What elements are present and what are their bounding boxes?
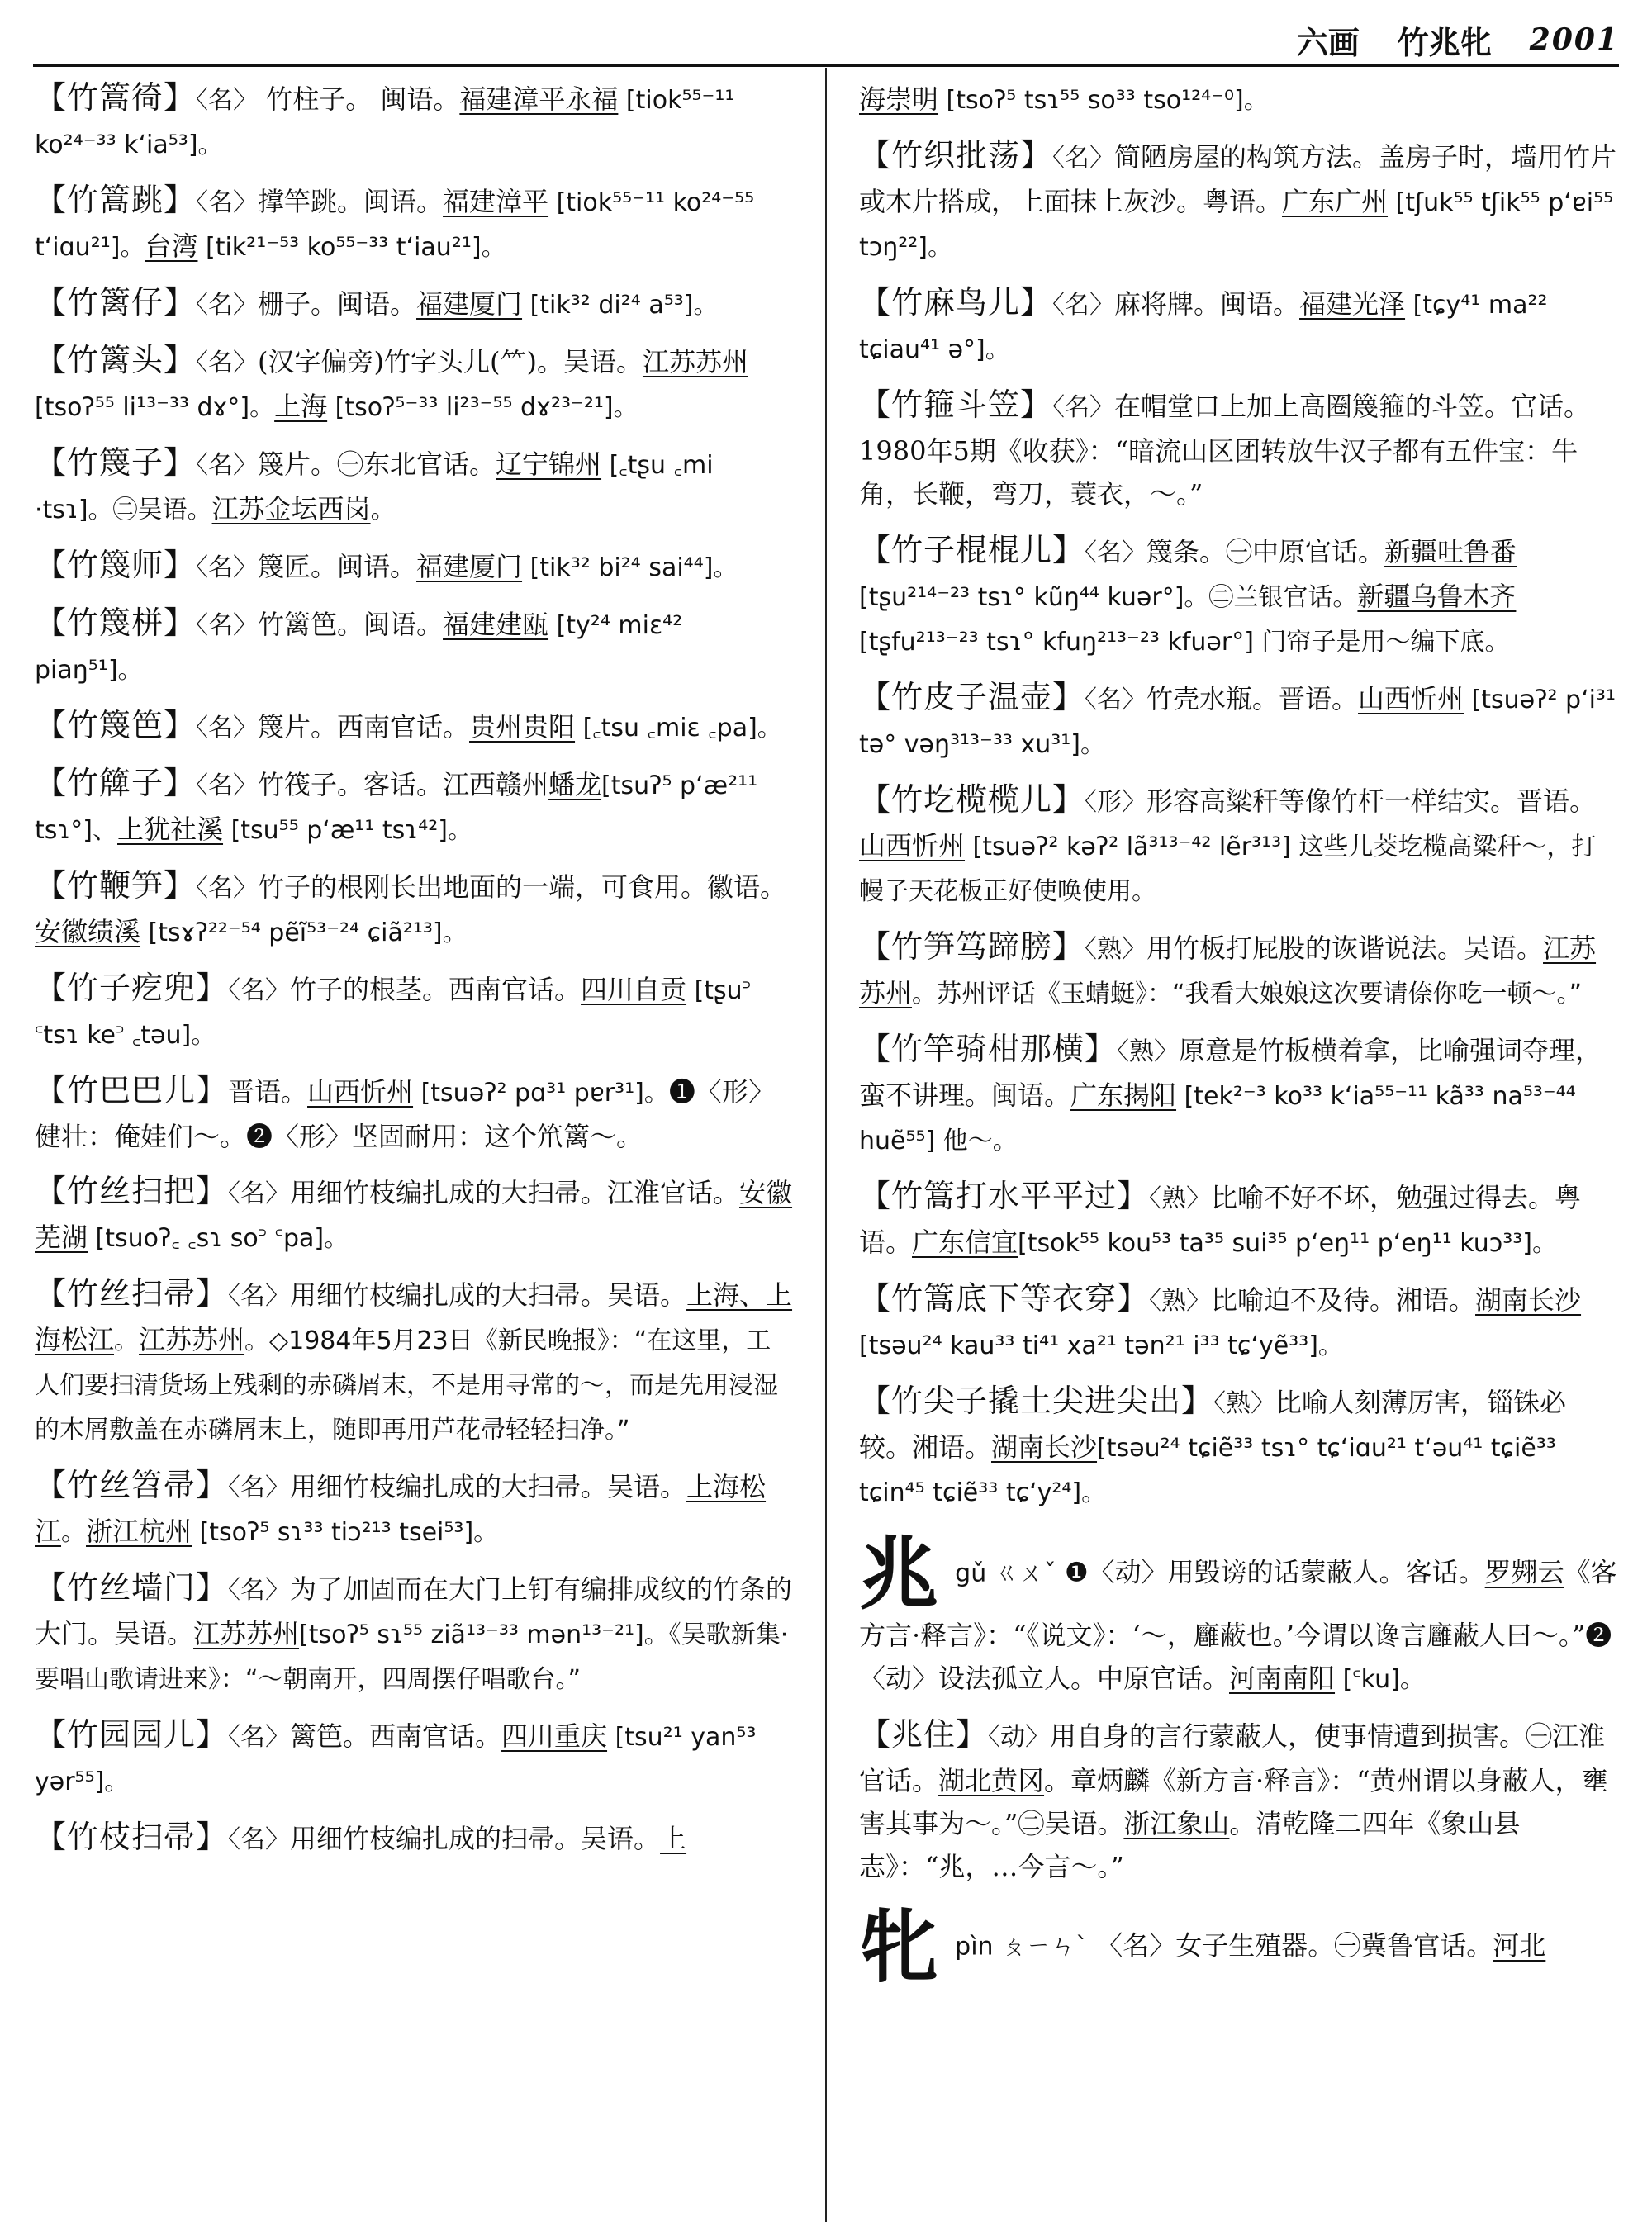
phonetic: [tiok⁵⁵⁻¹¹ ko²⁴⁻⁵⁵ t‘iɑu²¹]。 bbox=[35, 188, 755, 262]
left-column bbox=[35, 76, 795, 1873]
source-place: 广东揭阳 bbox=[1070, 1079, 1177, 1111]
headword: 【竹篙跳】 bbox=[35, 182, 197, 218]
headchar: 兆 bbox=[859, 1527, 938, 1620]
part-of-speech: 〈熟〉 bbox=[1085, 935, 1147, 964]
source-place: 海崇明 bbox=[859, 83, 939, 115]
headchar: 牝 bbox=[859, 1900, 938, 1994]
source-place: 河南南阳 bbox=[1229, 1663, 1336, 1694]
source-place: 湖南长沙 bbox=[1475, 1284, 1582, 1316]
definition: 〈名〉女子生殖器。㊀冀鲁官话。 bbox=[1096, 1929, 1493, 1962]
headword: 【竹篙打水平平过】 bbox=[859, 1178, 1150, 1214]
definition: 形容高粱秆等像竹杆一样结实。晋语。 bbox=[1146, 785, 1597, 817]
source-place: 台湾 bbox=[145, 230, 198, 262]
source-place: 上 bbox=[660, 1823, 687, 1854]
definition-rest: 。清乾隆二四年《象山县志》：“兆，…今言～。” bbox=[859, 1808, 1521, 1882]
phonetic: [tik³² bi²⁴ sai⁴⁴]。 bbox=[522, 553, 738, 582]
definition: 竹篱笆。闽语。 bbox=[258, 609, 444, 640]
phonetic: [tsuəʔ² p‘i³¹ tə° vəŋ³¹³⁻³³ xu³¹]。 bbox=[859, 686, 1616, 759]
definition: 麻将牌。闽语。 bbox=[1114, 288, 1300, 320]
definition: 篾匠。闽语。 bbox=[258, 551, 417, 582]
part-of-speech: 〈熟〉 bbox=[1213, 1389, 1276, 1418]
source-place: 福建厦门 bbox=[416, 288, 523, 320]
source-place: 辽宁锦州 bbox=[496, 448, 602, 480]
phonetic: [tsəu²⁴ tɕiẽ³³ tsɿ° tɕ‘iɑu²¹ t‘əu⁴¹ tɕiẽ³³ tɕin⁴⁵ tɕiẽ³³ tɕ‘y²⁴]。 bbox=[859, 1434, 1556, 1507]
definition: 用细竹枝编扎成的大扫帚。江淮官话。 bbox=[290, 1177, 740, 1208]
phonetic: [tsuəʔ² kəʔ² lã³¹³⁻⁴² lẽr³¹³] 这些儿茭圪榄高粱秆～，打幔子天花板正好使唤使用。 bbox=[859, 833, 1597, 906]
source-place: 福建厦门 bbox=[416, 551, 523, 582]
part-of-speech: 〈名〉 bbox=[196, 188, 259, 217]
definition: (汉字偏旁)竹字头儿(⺮)。吴语。 bbox=[258, 346, 643, 377]
pinyin: gǔ ㄍㄨˇ bbox=[955, 1559, 1056, 1588]
dictionary-entry bbox=[35, 1713, 795, 1804]
source-place: 安徽绩溪 bbox=[35, 916, 141, 947]
phonetic: [tʂu²¹⁴⁻²³ tsɿ° kũŋ⁴⁴ kuər°]。㊁兰银官话。 bbox=[859, 583, 1358, 612]
part-of-speech: 〈名〉 bbox=[196, 611, 259, 640]
part-of-speech: 〈名〉 bbox=[196, 291, 259, 320]
phonetic: [꜀tʂu ꜀mi ·tsɿ]。㊁吴语。 bbox=[35, 451, 714, 524]
part-of-speech: 〈名〉 bbox=[1085, 686, 1147, 714]
source-place: 江苏金坛西岗 bbox=[211, 493, 371, 524]
definition: 篾片。㊀东北官话。 bbox=[258, 448, 496, 480]
definition: 在帽堂口上加上高圈篾箍的斗笠。官话。1980年5期《收获》：“暗流山区团转放牛汉子都有五件宝：牛角，长鞭，弯刀，蓑衣，～。” bbox=[859, 391, 1591, 510]
definition: 竹柱子。 闽语。 bbox=[258, 83, 460, 115]
definition: 简陋房屋的构筑方法。盖房子时，墙用竹片或木片搭成，上面抹上灰沙。粤语。 bbox=[859, 141, 1617, 217]
dictionary-entry bbox=[35, 178, 795, 269]
definition: 竹壳水瓶。晋语。 bbox=[1146, 683, 1359, 714]
definition: ❶〈动〉用毁谤的话蒙蔽人。客话。 bbox=[1064, 1556, 1485, 1588]
definition-rest: 。章炳麟《新方言·释言》：“黄州谓以身蔽人，壅害其事为～。”㊁吴语。 bbox=[859, 1765, 1608, 1839]
phonetic: [tiok⁵⁵⁻¹¹ ko²⁴⁻³³ k‘ia⁵³]。 bbox=[35, 86, 735, 159]
phonetic: [tʂu꜄ ꜂tsɿ ke꜄ ꜀təu]。 bbox=[35, 976, 752, 1050]
definition: 比喻迫不及待。湘语。 bbox=[1211, 1284, 1476, 1316]
phonetic: [tsu²¹ yan⁵³ yər⁵⁵]。 bbox=[35, 1723, 757, 1796]
definition: 用细竹枝编扎成的大扫帚。吴语。 bbox=[290, 1279, 687, 1311]
definition: 栅子。闽语。 bbox=[258, 288, 417, 320]
phonetic: [tɕy⁴¹ ma²² tɕiau⁴¹ ə°]。 bbox=[859, 291, 1548, 364]
dictionary-entry bbox=[859, 1379, 1619, 1515]
headword: 【竹篙徛】 bbox=[35, 79, 197, 116]
part-of-speech: 〈名〉 bbox=[196, 874, 259, 903]
phonetic: [tsuəʔ² pɑ³¹ pɐr³¹]。 bbox=[413, 1079, 669, 1108]
part-of-speech: 〈名〉 bbox=[228, 1825, 291, 1854]
source-place: 湖北黄冈 bbox=[938, 1765, 1045, 1796]
source-place: 河北 bbox=[1493, 1929, 1546, 1962]
dictionary-entry bbox=[859, 383, 1619, 517]
source-place: 罗翙云 bbox=[1484, 1556, 1564, 1588]
part-of-speech: 〈名〉 bbox=[196, 553, 259, 582]
dictionary-entry bbox=[859, 1277, 1619, 1368]
phonetic: [tsu⁵⁵ p‘æ¹¹ tsɿ⁴²]。 bbox=[223, 816, 472, 845]
definition-rest: 《客方言·释言》：“《说文》：‘～，廱蔽也。’今谓以谗言廱蔽人曰～。”❷〈动〉设法孤立人。中原官话。 bbox=[859, 1556, 1617, 1694]
phonetic: [꜀tsu ꜀miɛ ꜀pa]。 bbox=[575, 714, 782, 743]
definition: 竹子的根刚长出地面的一端，可食用。徽语。 bbox=[258, 871, 787, 903]
part-of-speech: 〈名〉 bbox=[1052, 393, 1115, 422]
definition: 比喻人刻薄厉害，锱铢必较。湘语。 bbox=[859, 1387, 1567, 1463]
part-of-speech: 〈名〉 bbox=[196, 451, 259, 480]
column-divider bbox=[825, 68, 827, 2222]
source-place: 福建建瓯 bbox=[443, 609, 549, 640]
dictionary-entry bbox=[35, 966, 795, 1057]
page-chars: 竹兆牝 bbox=[1397, 23, 1492, 61]
definition: 竹筏子。客话。江西赣州 bbox=[258, 769, 549, 800]
headword: 【竹丝扫帚】 bbox=[35, 1275, 229, 1312]
phonetic: 。 bbox=[61, 1518, 87, 1547]
headword: 【竹子疙兜】 bbox=[35, 970, 229, 1006]
part-of-speech: 〈名〉 bbox=[196, 86, 259, 115]
headword: 【竹子棍棍儿】 bbox=[859, 532, 1085, 568]
definition-extra: ❶〈形〉健壮：俺娃们～。❷〈形〉坚固耐用：这个笊篱～。 bbox=[35, 1076, 775, 1152]
source-place: 山西忻州 bbox=[1358, 683, 1464, 714]
source-place: 安徽芜湖 bbox=[35, 1177, 793, 1253]
part-of-speech: 〈熟〉 bbox=[1149, 1287, 1212, 1316]
source-place: 福建漳平 bbox=[443, 186, 549, 217]
part-of-speech: 〈名〉 bbox=[228, 1473, 291, 1502]
part-of-speech: 〈熟〉 bbox=[1149, 1184, 1212, 1213]
source-place: 福建光泽 bbox=[1299, 288, 1406, 320]
source-place: 江苏苏州 bbox=[859, 932, 1597, 1008]
source-place: 浙江杭州 bbox=[86, 1516, 192, 1547]
dictionary-entry bbox=[35, 1272, 795, 1452]
part-of-speech: 〈名〉 bbox=[196, 771, 259, 800]
phonetic: [tsoʔ⁵ tsɿ⁵⁵ so³³ tso¹²⁴⁻⁰]。 bbox=[938, 86, 1269, 115]
source-place: 山西忻州 bbox=[307, 1076, 414, 1108]
source-place: 江苏苏州 bbox=[193, 1618, 300, 1649]
headword: 【竹篙底下等衣穿】 bbox=[859, 1280, 1150, 1317]
part-of-speech: 〈名〉 bbox=[228, 976, 291, 1005]
source-place: 福建漳平永福 bbox=[459, 83, 619, 115]
headword: 【竹皮子温壶】 bbox=[859, 679, 1085, 715]
phonetic: [tik³² di²⁴ a⁵³]。 bbox=[522, 291, 719, 320]
dictionary-entry bbox=[859, 76, 1619, 122]
definition: 撑竿跳。闽语。 bbox=[258, 186, 444, 217]
source-place: 新疆乌鲁木齐 bbox=[1357, 581, 1517, 612]
entry-zhaozhu bbox=[859, 1713, 1619, 1888]
phonetic: 。 bbox=[370, 496, 396, 524]
dictionary-entry bbox=[35, 1566, 795, 1701]
dictionary-entry bbox=[35, 1464, 795, 1554]
phonetic: 。苏州评话《玉蜻蜓》：“我看大娘娘这次要请倷你吃一顿～。” bbox=[912, 980, 1583, 1008]
headword: 【竹圪榄榄儿】 bbox=[859, 781, 1085, 818]
phonetic: [tek²⁻³ ko³³ k‘ia⁵⁵⁻¹¹ kã³³ na⁵³⁻⁴⁴ huẽ⁵⁵] 他～。 bbox=[859, 1082, 1576, 1155]
source-place: 浙江象山 bbox=[1123, 1808, 1230, 1839]
part-of-speech: 〈名〉 bbox=[1052, 144, 1115, 173]
definition: 篾片。西南官话。 bbox=[258, 711, 470, 743]
dictionary-entry bbox=[859, 529, 1619, 664]
phonetic: [tsoʔ⁵ sɿ³³ tiɔ²¹³ tsei⁵³]。 bbox=[192, 1518, 499, 1547]
part-of-speech: 〈形〉 bbox=[1085, 788, 1147, 817]
definition: 晋语。 bbox=[228, 1076, 308, 1108]
right-column bbox=[859, 76, 1619, 1999]
phonetic: [tsɤʔ²²⁻⁵⁴ pẽĩ⁵³⁻²⁴ ɕiã²¹³]。 bbox=[140, 918, 468, 947]
phonetic: [ty²⁴ miɛ⁴² piaŋ⁵¹]。 bbox=[35, 611, 683, 685]
definition: 竹子的根茎。西南官话。 bbox=[290, 974, 582, 1005]
dictionary-entry bbox=[35, 1815, 795, 1862]
dictionary-entry bbox=[859, 1027, 1619, 1163]
phonetic: [tʂfu²¹³⁻²³ tsɿ° kfuŋ²¹³⁻²³ kfuər°] 门帘子是用～编下底。 bbox=[859, 628, 1510, 657]
headword: 【竹篾师】 bbox=[35, 547, 197, 583]
phonetic: [tik²¹⁻⁵³ ko⁵⁵⁻³³ t‘iau²¹]。 bbox=[197, 233, 506, 262]
source-place: 江苏苏州 bbox=[139, 1324, 245, 1355]
phonetic: [tsəu²⁴ kau³³ ti⁴¹ xa²¹ tən²¹ i³³ tɕ‘yẽ³³]。 bbox=[859, 1331, 1343, 1360]
dictionary-entry bbox=[35, 339, 795, 429]
headword: 【竹箍斗笠】 bbox=[859, 387, 1053, 423]
phonetic: [tsok⁵⁵ kou⁵³ ta³⁵ sui³⁵ p‘eŋ¹¹ p‘eŋ¹¹ kuɔ³³]。 bbox=[1018, 1229, 1557, 1258]
part-of-speech: 〈名〉 bbox=[228, 1179, 291, 1208]
part-of-speech: 〈名〉 bbox=[196, 714, 259, 743]
headword: 【竹园园儿】 bbox=[35, 1716, 229, 1753]
dictionary-entry bbox=[859, 925, 1619, 1016]
definition: 为了加固而在大门上钉有编排成纹的竹条的大门。吴语。 bbox=[35, 1573, 793, 1649]
source-place: 四川重庆 bbox=[501, 1720, 608, 1752]
pinyin: pìn ㄆㄧㄣˋ bbox=[955, 1932, 1089, 1962]
dictionary-entry bbox=[35, 864, 795, 955]
dictionary-entry bbox=[35, 1069, 795, 1158]
source-place: 贵州贵阳 bbox=[469, 711, 576, 743]
source-place: 蟠龙 bbox=[548, 769, 602, 800]
definition: 用自身的言行蒙蔽人，使事情遭到损害。㊀江淮官话。 bbox=[859, 1720, 1606, 1796]
headword: 【竹巴巴儿】 bbox=[35, 1072, 229, 1108]
dictionary-entry bbox=[859, 1174, 1619, 1265]
phonetic: 。◇1984年5月23日《新民晚报》：“在这里，工人们要扫清货场上残剩的赤磷屑末，不是用寻常的～，而是先用浸湿的木屑敷盖在赤磷屑末上，随即再用芦花帚轻轻扫净。” bbox=[35, 1326, 778, 1445]
dictionary-entry bbox=[859, 281, 1619, 372]
source-place: 山西忻州 bbox=[859, 830, 966, 861]
source-place: 广东信宜 bbox=[912, 1226, 1018, 1258]
dictionary-entry bbox=[859, 134, 1619, 269]
part-of-speech: 〈名〉 bbox=[196, 349, 259, 377]
dictionary-entry bbox=[859, 778, 1619, 913]
phonetic: [tsuoʔ꜀ ꜀sɿ so꜄ ꜂pa]。 bbox=[88, 1224, 349, 1253]
page-number: 2001 bbox=[1529, 22, 1619, 57]
headword: 【竹鞭笋】 bbox=[35, 867, 197, 904]
phonetic: [tsoʔ⁵ sɿ⁵⁵ ziã¹³⁻³³ mən¹³⁻²¹]。《吴歌新集·要唱山歌请进来》：“～朝南开，四周摆仔唱歌台。” bbox=[35, 1620, 789, 1694]
dictionary-entry bbox=[35, 543, 795, 590]
source-place: 上海、上海松江 bbox=[35, 1279, 793, 1355]
headword: 【竹麻鸟儿】 bbox=[859, 284, 1053, 320]
dictionary-entry bbox=[35, 1170, 795, 1260]
dictionary-entry bbox=[859, 676, 1619, 766]
dictionary-entry bbox=[35, 441, 795, 532]
source-place: 上海 bbox=[274, 391, 328, 422]
source-place: 上海松江 bbox=[35, 1471, 767, 1547]
source-place: 四川自贡 bbox=[581, 974, 687, 1005]
dictionary-entry bbox=[35, 762, 795, 852]
headword: 【竹篱头】 bbox=[35, 342, 197, 378]
definition: 原意是竹板横着拿，比喻强词夺理，蛮不讲理。闽语。 bbox=[859, 1035, 1602, 1111]
definition: 用竹板打屁股的诙谐说法。吴语。 bbox=[1146, 932, 1544, 964]
character-entry-zhao bbox=[859, 1527, 1619, 1701]
source-place: 上犹社溪 bbox=[117, 814, 224, 845]
section-label: 六画 bbox=[1296, 23, 1360, 61]
definition: 比喻不好不坏，勉强过得去。粤语。 bbox=[859, 1182, 1582, 1258]
phonetic: [tsuʔ⁵ p‘æ²¹¹ tsɿ°]、 bbox=[35, 771, 758, 845]
part-of-speech: 〈熟〉 bbox=[1117, 1037, 1180, 1066]
phonetic: [꜂ku]。 bbox=[1335, 1665, 1425, 1694]
part-of-speech: 〈名〉 bbox=[1052, 291, 1115, 320]
part-of-speech: 〈名〉 bbox=[228, 1282, 291, 1311]
headword: 【竹竿骑柑那横】 bbox=[859, 1031, 1118, 1067]
character-entry-pin bbox=[859, 1900, 1619, 1994]
header-rule bbox=[33, 64, 1619, 67]
source-place: 广东广州 bbox=[1282, 186, 1389, 217]
phonetic: [tsoʔ⁵⁻³³ li²³⁻⁵⁵ dɤ²³⁻²¹]。 bbox=[327, 393, 638, 422]
headword: 【竹尖子撬土尖进尖出】 bbox=[859, 1383, 1214, 1419]
headword: 【竹笋笃蹄膀】 bbox=[859, 928, 1085, 965]
part-of-speech: 〈动〉 bbox=[988, 1723, 1051, 1752]
phonetic: 。 bbox=[114, 1326, 140, 1355]
dictionary-entry bbox=[35, 76, 795, 167]
page-header bbox=[826, 15, 1619, 64]
headword: 【竹篾笆】 bbox=[35, 707, 197, 743]
dictionary-entry bbox=[35, 601, 795, 692]
definition: 篾条。㊀中原官话。 bbox=[1146, 536, 1385, 567]
definition: 篱笆。西南官话。 bbox=[290, 1720, 502, 1752]
headword: 【竹篾栟】 bbox=[35, 605, 197, 641]
headword: 【竹丝扫把】 bbox=[35, 1173, 229, 1209]
headword: 【竹簰子】 bbox=[35, 765, 197, 801]
source-place: 新疆吐鲁番 bbox=[1384, 536, 1517, 567]
source-place: 江苏苏州 bbox=[642, 346, 748, 377]
part-of-speech: 〈名〉 bbox=[228, 1723, 291, 1752]
headword: 【竹织批荡】 bbox=[859, 137, 1053, 173]
phonetic: [tsoʔ⁵⁵ li¹³⁻³³ dɤ°]。 bbox=[35, 393, 275, 422]
headword: 【竹丝笤帚】 bbox=[35, 1467, 229, 1503]
headword: 【竹丝墙门】 bbox=[35, 1569, 229, 1606]
headword: 【竹篱仔】 bbox=[35, 284, 197, 320]
headword: 【竹篾子】 bbox=[35, 444, 197, 481]
definition: 用细竹枝编扎成的扫帚。吴语。 bbox=[290, 1823, 661, 1854]
part-of-speech: 〈名〉 bbox=[1085, 539, 1147, 567]
phonetic: [tʃuk⁵⁵ tʃik⁵⁵ p‘ɐi⁵⁵ tɔŋ²²]。 bbox=[859, 188, 1614, 262]
source-place: 湖南长沙 bbox=[991, 1431, 1098, 1463]
headword: 【兆住】 bbox=[859, 1716, 989, 1753]
dictionary-entry bbox=[35, 281, 795, 327]
dictionary-entry bbox=[35, 704, 795, 750]
definition: 用细竹枝编扎成的大扫帚。吴语。 bbox=[290, 1471, 687, 1502]
part-of-speech: 〈名〉 bbox=[228, 1576, 291, 1605]
headword: 【竹枝扫帚】 bbox=[35, 1819, 229, 1855]
